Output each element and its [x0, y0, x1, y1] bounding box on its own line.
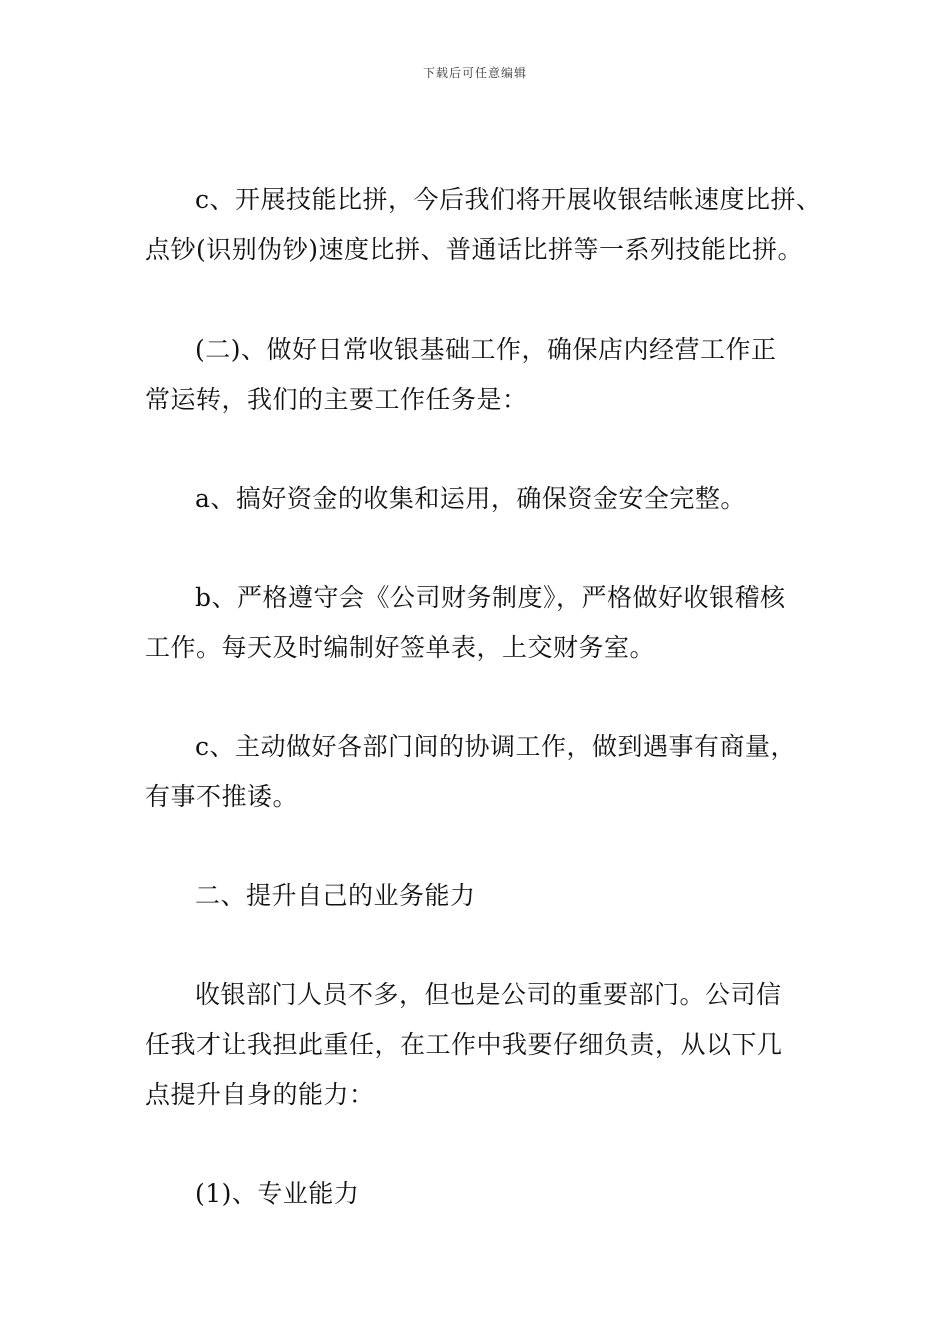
page-header: 下载后可任意编辑 — [422, 66, 527, 80]
paragraph-line: (二)、做好日常收银基础工作，确保店内经营工作正 — [195, 335, 777, 364]
subheading-professional-ability — [145, 1169, 815, 1219]
paragraph-line: b、严格遵守会《公司财务制度》，严格做好收银稽核 — [195, 583, 786, 612]
paragraph-line: 点钞(识别伪钞)速度比拼、普通话比拼等一系列技能比拼。 — [145, 235, 804, 264]
paragraph-item-a — [145, 474, 815, 524]
paragraph-line: 点提升自身的能力： — [145, 1080, 375, 1109]
paragraph-line: 工作。每天及时编制好签单表，上交财务室。 — [145, 633, 656, 662]
paragraph-line: 任我才让我担此重任，在工作中我要仔细负责，从以下几 — [145, 1030, 783, 1059]
paragraph-improve-ability — [145, 970, 815, 1120]
paragraph-item-c — [145, 722, 815, 822]
paragraph-skill-competition — [145, 175, 822, 275]
paragraph-line: a、搞好资金的收集和运用，确保资金安全完整。 — [195, 484, 746, 513]
paragraph-item-b — [145, 573, 815, 673]
paragraph-line: 常运转，我们的主要工作任务是： — [145, 385, 528, 414]
paragraph-line: c、开展技能比拼，今后我们将开展收银结帐速度比拼、 — [195, 185, 822, 214]
section-heading — [145, 871, 815, 921]
paragraph-line: 收银部门人员不多，但也是公司的重要部门。公司信 — [195, 980, 782, 1009]
paragraph-line: (1)、专业能力 — [195, 1179, 360, 1208]
paragraph-line: c、主动做好各部门间的协调工作，做到遇事有商量， — [195, 732, 797, 761]
paragraph-line: 二、提升自己的业务能力 — [195, 881, 476, 910]
paragraph-daily-work — [145, 325, 815, 425]
paragraph-line: 有事不推诿。 — [145, 782, 299, 811]
